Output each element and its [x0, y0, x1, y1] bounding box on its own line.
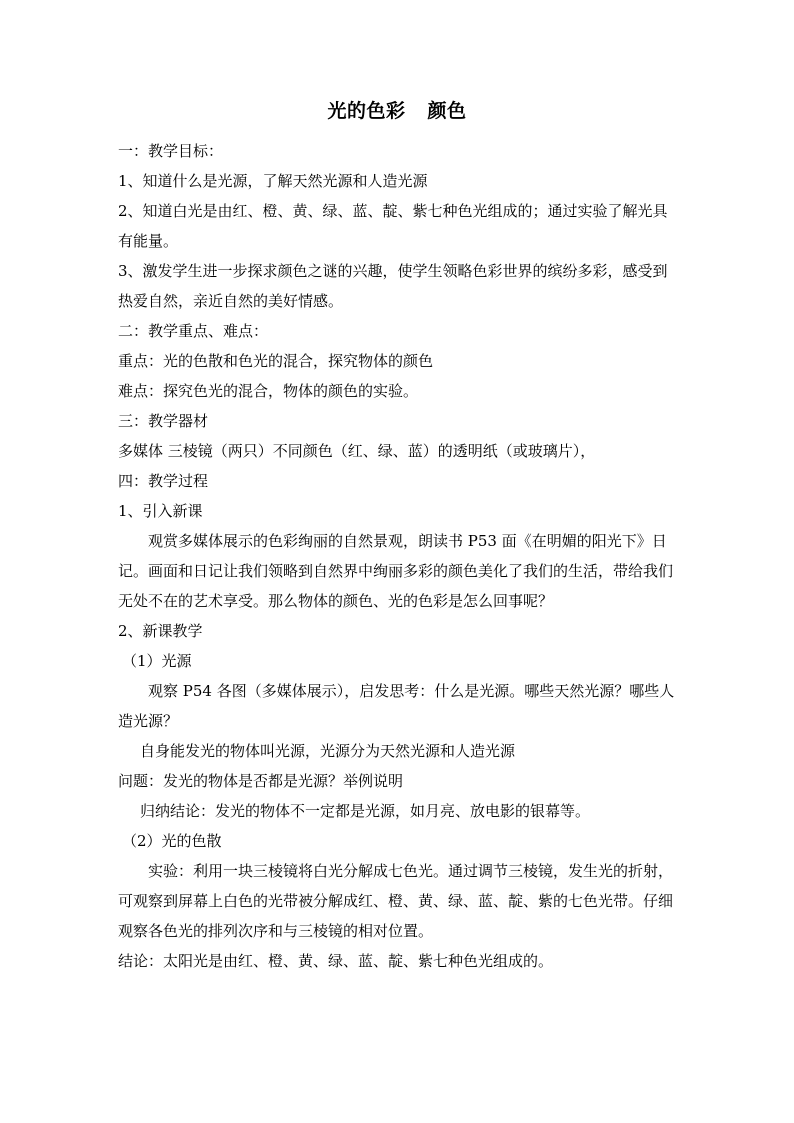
subsection-dispersion: （2）光的色散 [122, 832, 222, 850]
title-sub: 颜色 [427, 100, 467, 122]
light-source-definition: 自身能发光的物体叫光源，光源分为天然光源和人造光源 [140, 742, 516, 760]
question-text: 问题：发光的物体是否都是光源？举例说明 [118, 772, 404, 790]
light-source-observation: 观察 P54 各图（多媒体展示），启发思考：什么是光源。哪些天然光源？哪些人造光源？ [118, 682, 675, 730]
goal-item-1: 1、知道什么是光源，了解天然光源和人造光源 [118, 172, 428, 190]
dispersion-experiment: 实验：利用一块三棱镜将白光分解成七色光。通过调节三棱镜，发生光的折射，可观察到屏幕上白色的光带被分解成红、橙、黄、绿、蓝、靛、紫的七色光带。仔细观察各色光的排列次序和与三棱镜的相对位置。 [118, 862, 674, 940]
step-new-lesson: 2、新课教学 [118, 622, 203, 640]
step-introduction: 1、引入新课 [118, 502, 203, 520]
section-heading-materials: 三：教学器材 [118, 412, 209, 430]
key-point: 重点：光的色散和色光的混合，探究物体的颜色 [118, 352, 434, 370]
goal-item-3: 3、激发学生进一步探求颜色之谜的兴趣，使学生领略色彩世界的缤纷多彩，感受到热爱自然，亲近自然的美好情感。 [118, 262, 668, 310]
document-body [118, 136, 678, 976]
page-title [0, 96, 794, 123]
step-introduction-body: 观赏多媒体展示的色彩绚丽的自然景观，朗读书 P53 面《在明媚的阳光下》日记。画面和日记让我们领略到自然界中绚丽多彩的颜色美化了我们的生活，带给我们无处不在的艺术享受。那么物体的颜色、光的色彩是怎么回事呢？ [118, 532, 674, 610]
materials-list: 多媒体 三棱镜（两只）不同颜色（红、绿、蓝）的透明纸（或玻璃片）， [118, 442, 596, 460]
dispersion-conclusion: 结论：太阳光是由红、橙、黄、绿、蓝、靛、紫七种色光组成的。 [118, 952, 554, 970]
section-heading-process: 四：教学过程 [118, 472, 209, 490]
title-main: 光的色彩 [327, 100, 406, 122]
difficulty-point: 难点：探究色光的混合，物体的颜色的实验。 [118, 382, 419, 400]
summary-conclusion: 归纳结论：发光的物体不一定都是光源，如月亮、放电影的银幕等。 [140, 802, 591, 820]
goal-item-2: 2、知道白光是由红、橙、黄、绿、蓝、靛、紫七种色光组成的；通过实验了解光具有能量。 [118, 202, 668, 250]
section-heading-key-points: 二：教学重点、难点： [118, 322, 269, 340]
subsection-light-source: （1）光源 [122, 652, 192, 670]
section-heading-goals: 一：教学目标： [118, 142, 224, 160]
